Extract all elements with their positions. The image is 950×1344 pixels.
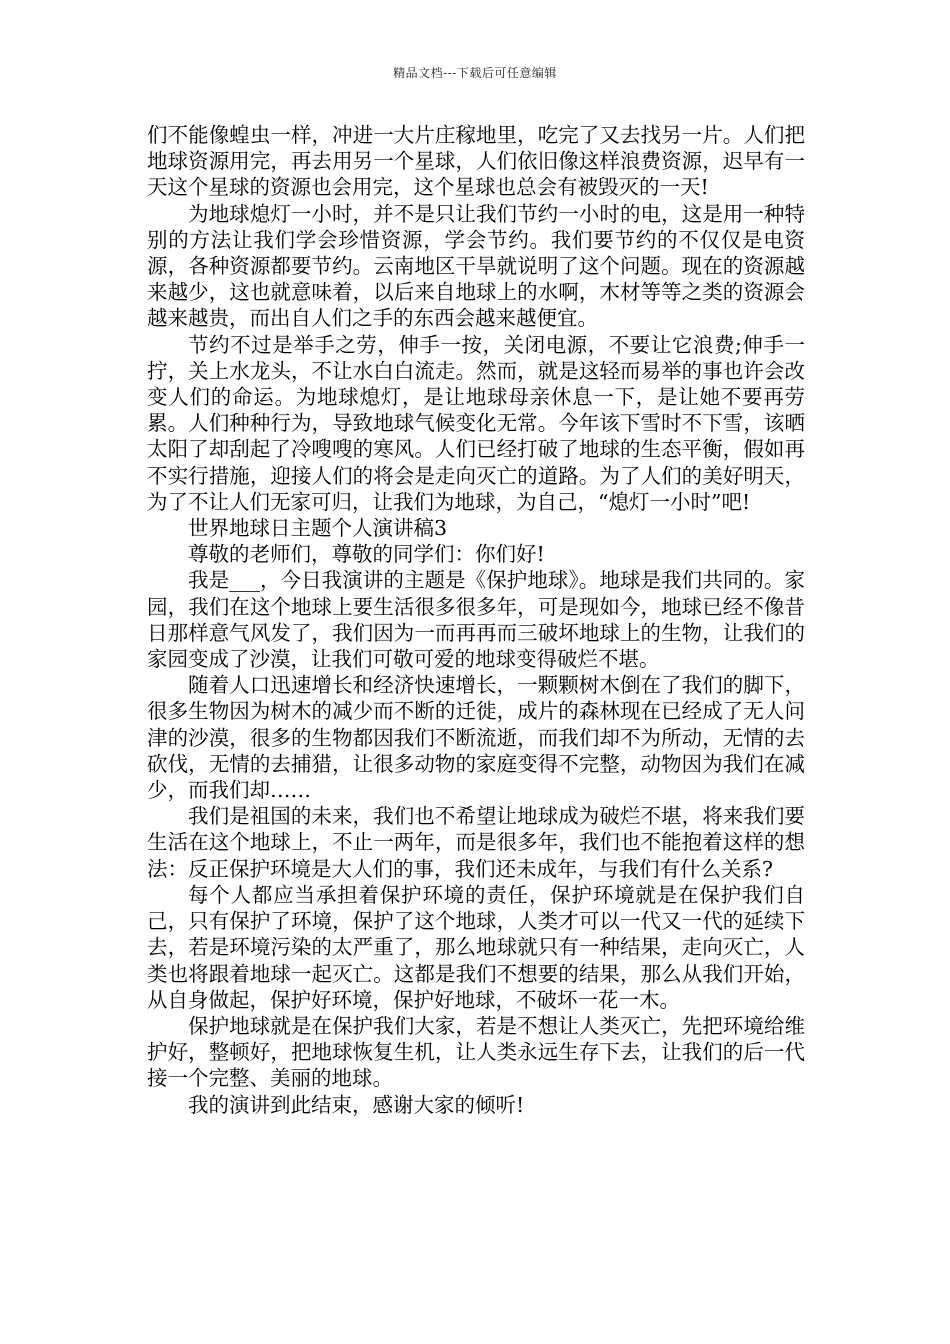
paragraph: 们不能像蝗虫一样，冲进一大片庄稼地里，吃完了又去找另一片。人们把地球资源用完，再去用另一个星球，人们依旧像这样浪费资源，迟早有一天这个星球的资源也会用完，这个星球也总会有被毁灭的一天! bbox=[147, 123, 805, 200]
greeting: 尊敬的老师们，尊敬的同学们：你们好! bbox=[188, 542, 545, 567]
closing-line: 我的演讲到此结束，感谢大家的倾听! bbox=[188, 1092, 525, 1117]
paragraph: 随着人口迅速增长和经济快速增长，一颗颗树木倒在了我们的脚下，很多生物因为树木的减少而不断的迁徙，成片的森林现在已经成了无人问津的沙漠，很多的生物都因我们不断流逝，而我们却不为所动，无情的去砍伐，无情的去捕猎，让很多动物的家庭变得不完整，动物因为我们在减少，而我们却…… bbox=[147, 673, 805, 803]
paragraph: 每个人都应当承担着保护环境的责任，保护环境就是在保护我们自己，只有保护了环境，保护了这个地球，人类才可以一代又一代的延续下去，若是环境污染的太严重了，那么地球就只有一种结果，走向灭亡，人类也将跟着地球一起灭亡。这都是我们不想要的结果，那么从我们开始，从自身做起，保护好环境，保护好地球，不破坏一花一木。 bbox=[147, 882, 805, 1012]
section-heading: 世界地球日主题个人演讲稿3 bbox=[188, 516, 448, 541]
document-body bbox=[147, 122, 805, 1118]
paragraph: 节约不过是举手之劳，伸手一按，关闭电源，不要让它浪费;伸手一拧，关上水龙头，不让水白白流走。然而，就是这轻而易举的事也许会改变人们的命运。为地球熄灯，是让地球母亲休息一下，是让她不要再劳累。人们种种行为，导致地球气候变化无常。今年该下雪时不下雪，该晒太阳了却刮起了冷嗖嗖的寒风。人们已经打破了地球的生态平衡，假如再不实行措施，迎接人们的将会是走向灭亡的道路。为了人们的美好明天，为了不让人们无家可归，让我们为地球，为自己，“熄灯一小时”吧! bbox=[147, 332, 805, 514]
paragraph: 我是___，今日我演讲的主题是《保护地球》。地球是我们共同的。家园，我们在这个地球上要生活很多很多年，可是现如今，地球已经不像昔日那样意气风发了，我们因为一而再再而三破坏地球上的生物，让我们的家园变成了沙漠，让我们可敬可爱的地球变得破烂不堪。 bbox=[147, 568, 805, 672]
paragraph: 为地球熄灯一小时，并不是只让我们节约一小时的电，这是用一种特别的方法让我们学会珍惜资源，学会节约。我们要节约的不仅仅是电资源，各种资源都要节约。云南地区干旱就说明了这个问题。现在的资源越来越少，这也就意味着，以后来自地球上的水啊，木材等等之类的资源会越来越贵，而出自人们之手的东西会越来越便宜。 bbox=[147, 201, 805, 331]
paragraph: 我们是祖国的未来，我们也不希望让地球成为破烂不堪，将来我们要生活在这个地球上，不止一两年，而是很多年，我们也不能抱着这样的想法：反正保护环境是大人们的事，我们还未成年，与我们有什么关系? bbox=[147, 804, 805, 881]
paragraph: 保护地球就是在保护我们大家，若是不想让人类灭亡，先把环境给维护好，整顿好，把地球恢复生机，让人类永远生存下去，让我们的后一代接一个完整、美丽的地球。 bbox=[147, 1013, 805, 1091]
page-header: 精品文档---下载后可任意编辑 bbox=[393, 66, 557, 80]
